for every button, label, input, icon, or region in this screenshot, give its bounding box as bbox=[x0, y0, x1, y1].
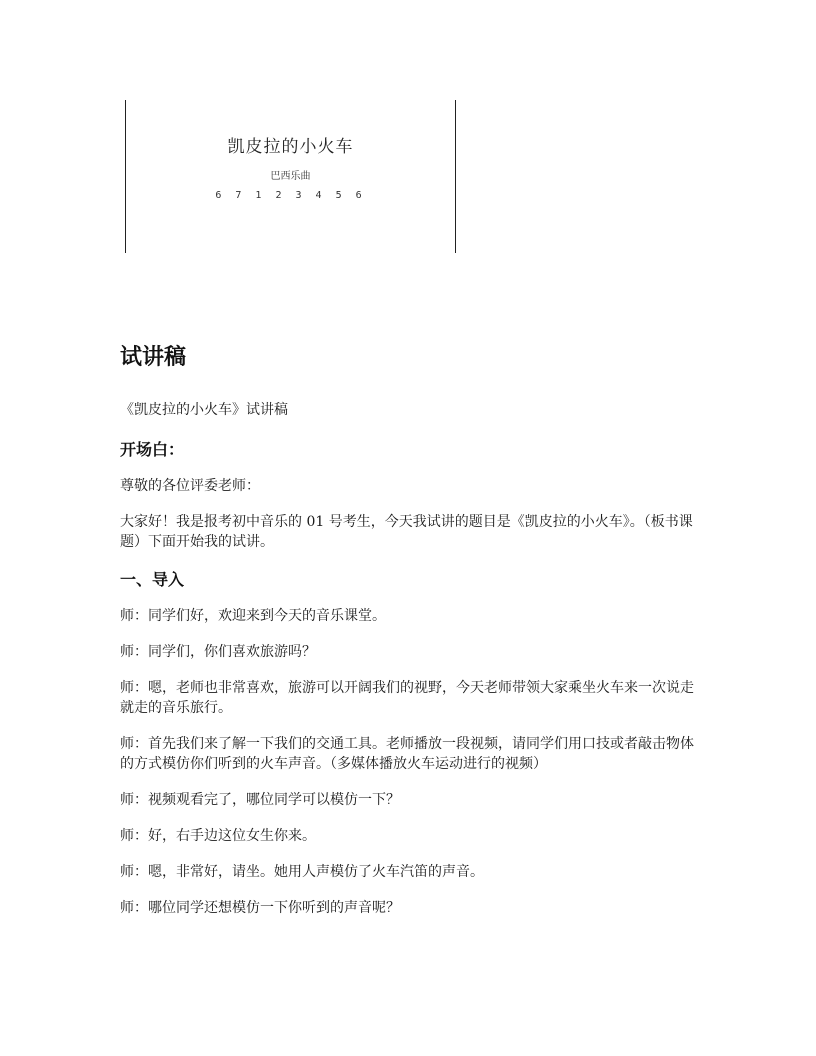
dialogue-paragraph: 师：视频观看完了，哪位同学可以模仿一下？ bbox=[120, 792, 400, 808]
section-heading-intro: 一、导入 bbox=[120, 570, 185, 589]
document-title: 试讲稿 bbox=[120, 345, 187, 370]
greeting-paragraph: 尊敬的各位评委老师： bbox=[120, 478, 260, 494]
board-notation: 6 7 1 2 3 4 5 6 bbox=[215, 190, 366, 201]
dialogue-paragraph: 师：好，右手边这位女生你来。 bbox=[120, 828, 316, 844]
document-subtitle: 《凯皮拉的小火车》试讲稿 bbox=[120, 402, 288, 418]
dialogue-paragraph: 师：嗯，老师也非常喜欢，旅游可以开阔我们的视野，今天老师带领大家乘坐火车来一次说走就走的音乐旅行。 bbox=[120, 680, 694, 716]
blackboard-sketch bbox=[125, 100, 456, 253]
document-body bbox=[120, 340, 700, 934]
opening-heading: 开场白： bbox=[120, 440, 185, 459]
dialogue-paragraph: 师：哪位同学还想模仿一下你听到的声音呢？ bbox=[120, 900, 400, 916]
dialogue-paragraph: 师：同学们好，欢迎来到今天的音乐课堂。 bbox=[120, 608, 386, 624]
dialogue-paragraph: 师：嗯，非常好，请坐。她用人声模仿了火车汽笛的声音。 bbox=[120, 864, 484, 880]
dialogue-paragraph: 师：首先我们来了解一下我们的交通工具。老师播放一段视频，请同学们用口技或者敲击物体的方式模仿你们听到的火车声音。（多媒体播放火车运动进行的视频） bbox=[120, 736, 694, 772]
intro-paragraph: 大家好！我是报考初中音乐的 01 号考生，今天我试讲的题目是《凯皮拉的小火车》。（板书课题）下面开始我的试讲。 bbox=[120, 514, 693, 550]
dialogue-paragraph: 师：同学们，你们喜欢旅游吗？ bbox=[120, 644, 316, 660]
board-subtitle: 巴西乐曲 bbox=[270, 171, 311, 182]
board-title: 凯皮拉的小火车 bbox=[227, 137, 354, 157]
